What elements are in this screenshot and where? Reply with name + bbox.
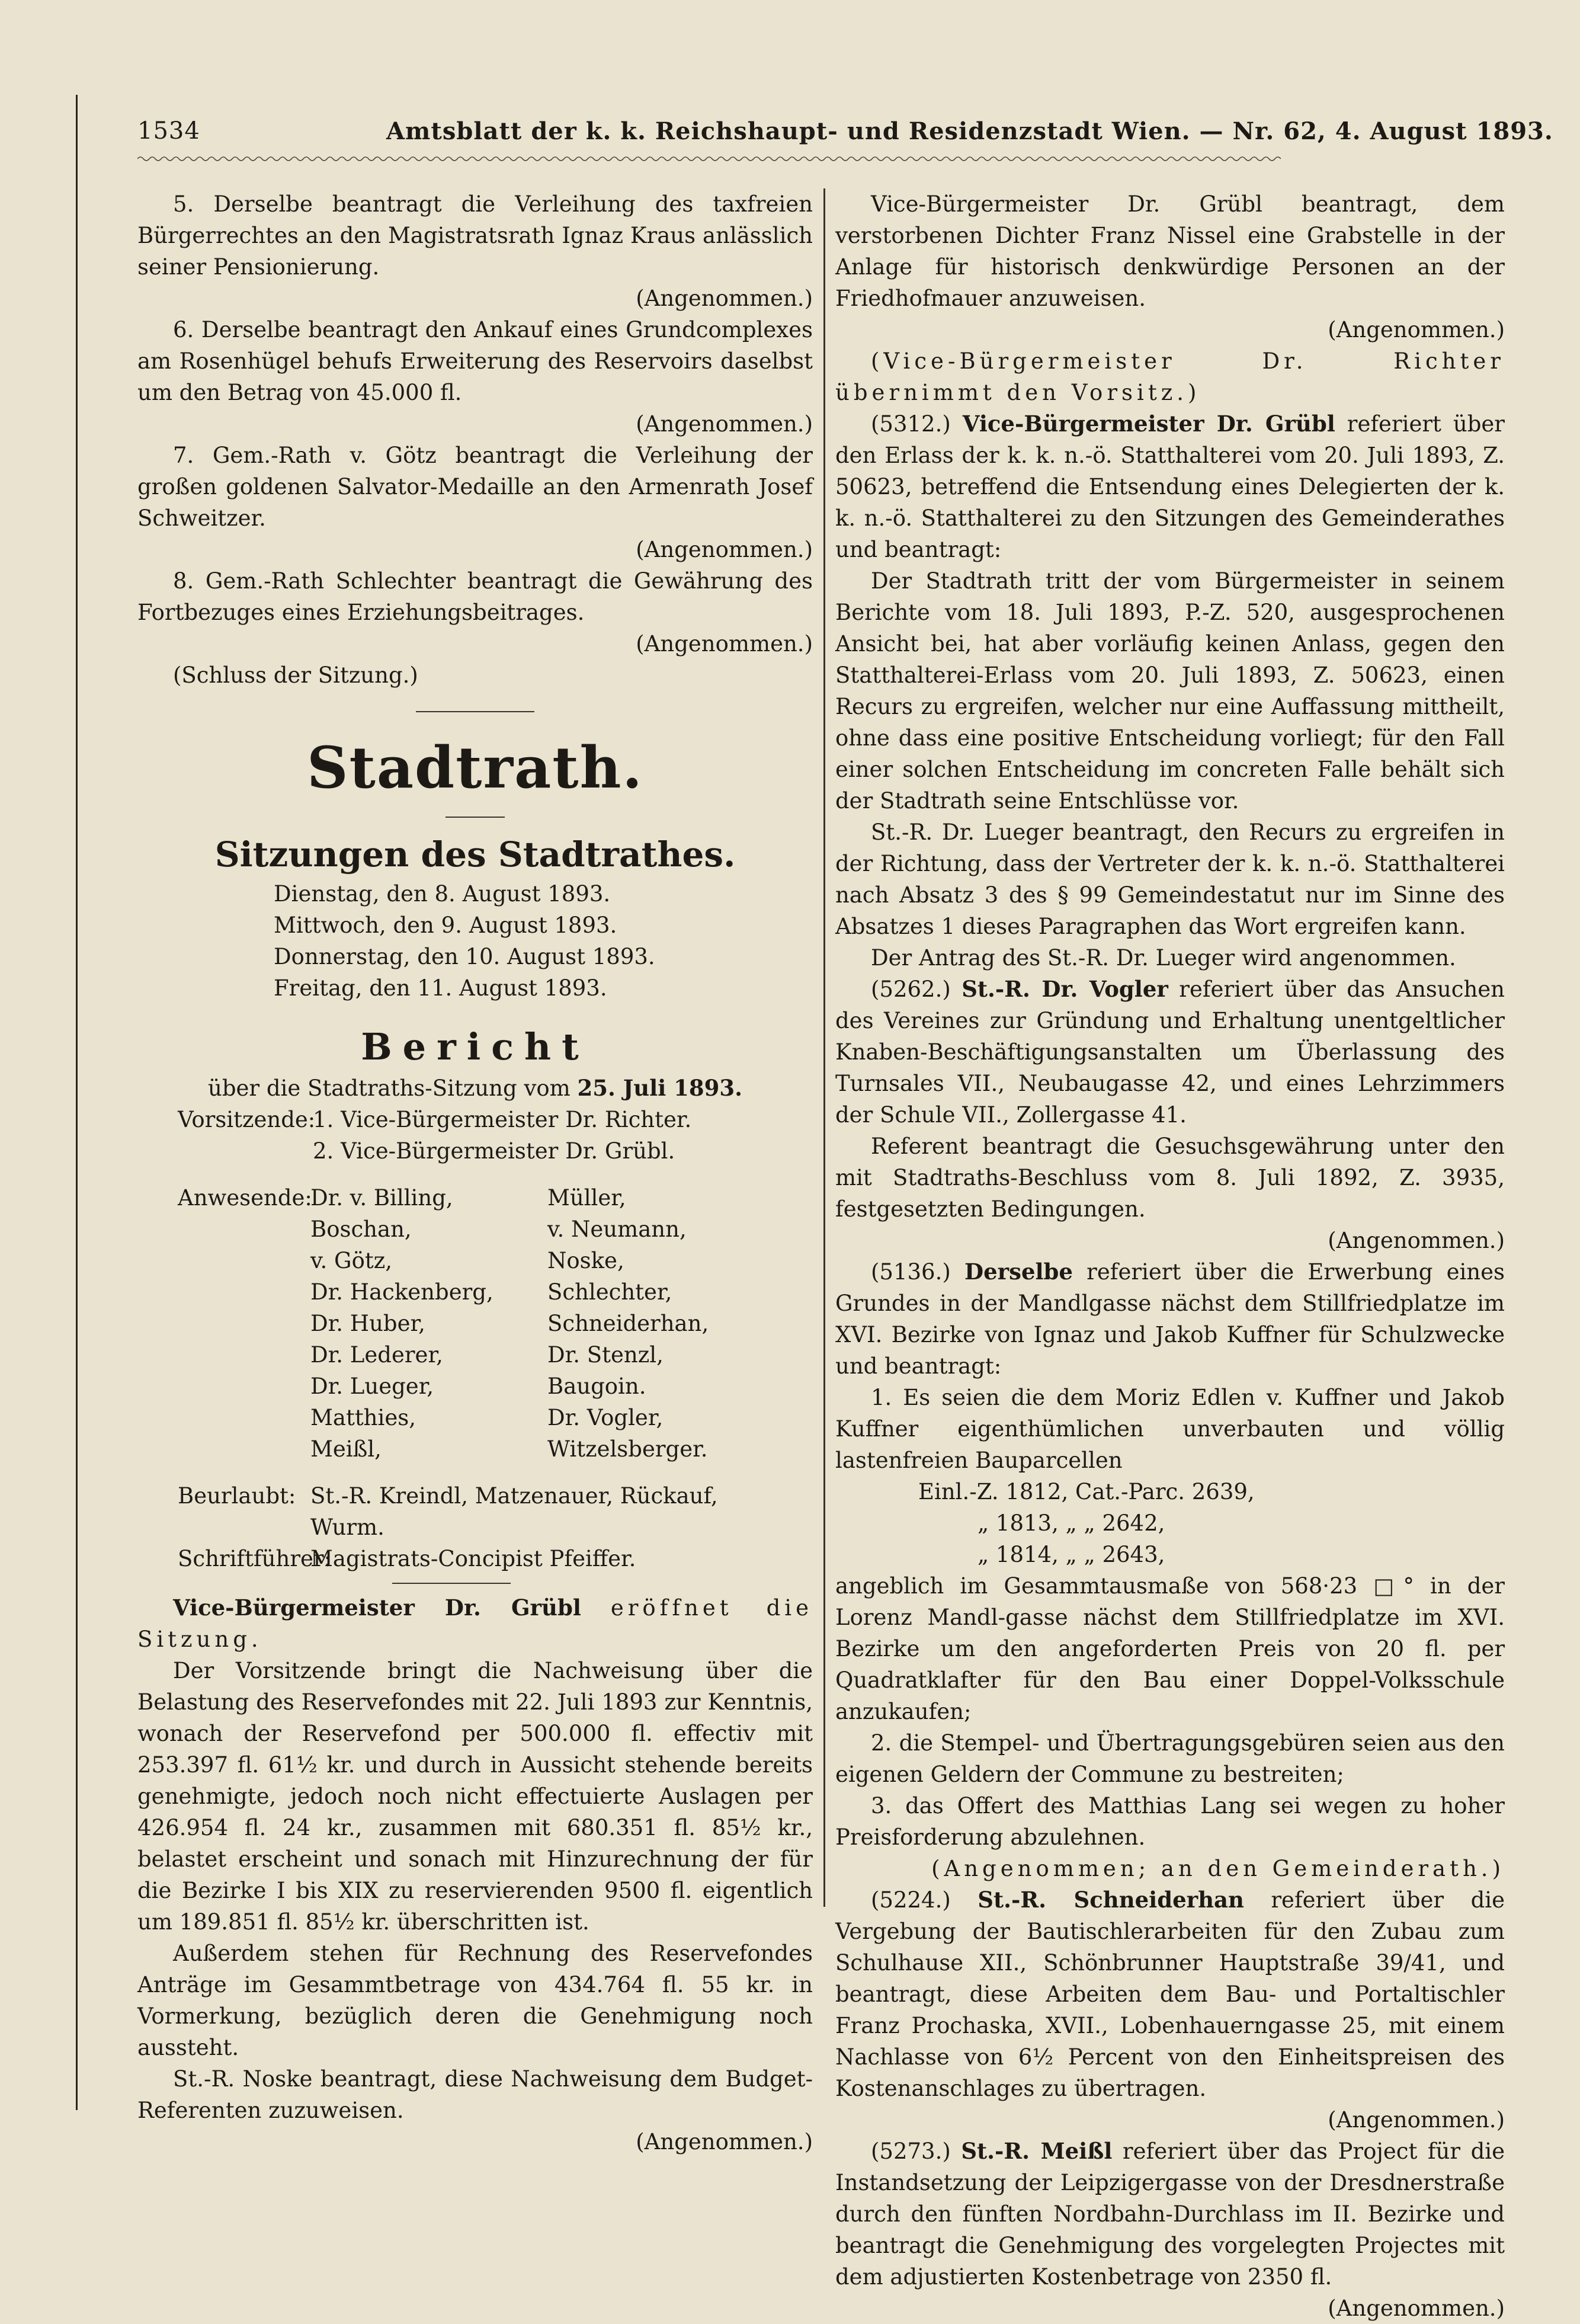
motion-point-1-cont: angeblich im Gesammtausmaße von 568·23 □° in der Lorenz Mandl-gasse nächst dem Stillfriedplatze im XVI. Bezirke um den angeforderten Preis von 20 fl. per Quadratklafter für den Bau einer Doppel-Volksschule anzukaufen; [835,1573,1505,1724]
attendee: Meißl, [310,1436,382,1462]
section-rule [392,1583,511,1584]
item-text: referiert über den Erlass der k. k. n.-ö. Statthalterei vom 20. Juli 1893, Z. 50623, betreffend die Entsendung eines Delegierten der k. k. n.-ö. Statthalterei zu den Sitzungen des Gemeinderathes und beantragt: [835,411,1505,562]
item-number: (5273.) [871,2139,951,2164]
section-rule [416,711,534,712]
attendee: Dr. Stenzl, [547,1342,664,1368]
item-number: (5224.) [871,1887,951,1913]
secretary-label: Schriftführer: [178,1546,332,1571]
motion-point-3: 3. das Offert des Matthias Lang sei wegen zu hoher Preisforderung abzulehnen. [835,1793,1505,1850]
attendee: Schneiderhan, [547,1311,709,1336]
result-6: (Angenommen.) [636,411,813,437]
section-title-stadtrath: Stadtrath. [307,734,643,801]
on-leave-label: Beurlaubt: [178,1483,296,1509]
session-date: Donnerstag, den 10. August 1893. [274,944,655,969]
subsection-title-sitzungen: Sitzungen des Stadtrathes. [214,834,736,875]
parcel-entry: Einl.-Z. 1812, Cat.-Parc. 2639, [918,1479,1255,1504]
left-column [137,188,813,2157]
on-leave-names: St.-R. Kreindl, Matzenauer, Rückauf, [310,1483,718,1509]
attendee: Witzelsberger. [547,1436,708,1462]
page-number: 1534 [137,117,200,145]
attendee: v. Neumann, [547,1217,687,1242]
attendee: Dr. Lederer, [310,1342,443,1368]
page-header [137,117,1553,153]
chairs-label: Vorsitzende: [178,1107,316,1132]
item-number: (5262.) [871,977,951,1002]
attendee: Dr. Lueger, [310,1374,434,1399]
session-date: Mittwoch, den 9. August 1893. [274,913,617,938]
session-closed: (Schluss der Sitzung.) [173,662,418,688]
secretary-name: Magistrats-Concipist Pfeiffer. [310,1546,636,1571]
item-5: 5. Derselbe beantragt die Verleihung des taxfreien Bürgerrechtes an den Magistratsrath Ignaz Kraus anlässlich seiner Pensionierung. [137,191,813,280]
lueger-result: Der Antrag des St.-R. Dr. Lueger wird angenommen. [871,945,1456,971]
report-date: 25. Juli 1893. [577,1075,742,1101]
speaker: St.-R. Dr. Vogler [962,976,1168,1002]
attendee: Dr. Hackenberg, [310,1279,493,1305]
session-date: Freitag, den 11. August 1893. [274,975,607,1001]
item-6: 6. Derselbe beantragt den Ankauf eines Grundcomplexes am Rosenhügel behufs Erweiterung des Reservoirs daselbst um den Betrag von 45.000 fl. [137,317,813,405]
attendee: Dr. Vogler, [547,1405,664,1430]
attendee: Noske, [547,1248,624,1273]
attendee: Müller, [547,1185,626,1211]
noske-result: (Angenommen.) [636,2129,813,2155]
noske-motion: St.-R. Noske beantragt, diese Nachweisung dem Budget-Referenten zuzuweisen. [137,2066,813,2123]
item-5136 [835,1256,1505,1382]
report-title: Bericht [361,1025,589,1068]
item-5224 [835,1884,1505,2104]
result-5: (Angenommen.) [636,286,813,311]
item-number: (5136.) [871,1259,951,1285]
referent-result: (Angenommen.) [1328,1228,1505,1253]
attendees [137,1182,813,1465]
item-5312 [835,408,1505,565]
report-subtitle-text: über die Stadtraths-Sitzung vom [208,1075,571,1101]
item-5224-result: (Angenommen.) [1328,2107,1505,2133]
grave-motion: Vice-Bürgermeister Dr. Grübl beantragt, dem verstorbenen Dichter Franz Nissel eine Grabstelle in der Anlage für historisch denkwürdige Personen an der Friedhofmauer anzuweisen. [835,191,1505,311]
reserve-fund-report: Der Vorsitzende bringt die Nachweisung über die Belastung des Reservefondes mit 22. Juli 1893 zur Kenntnis, wonach der Reservefond per 500.000 fl. effectiv mit 253.397 fl. 61½ kr. und durch in Aussicht stehende bereits genehmigte, jedoch noch nicht effectuierte Auslagen per 426.954 fl. 24 kr., zusammen mit 680.351 fl. 85½ kr., belastet erscheint und sonach mit Hinzurechnung der für die Bezirke I bis XIX zu reservierenden 9500 fl. eigentlich um 189.851 fl. 85½ kr. überschritten ist. [137,1658,813,1935]
session-dates [137,878,813,1004]
parcel-entry: „ 1814, „ „ 2643, [978,1542,1165,1567]
attendee: v. Götz, [310,1248,392,1273]
column-divider [823,188,825,1907]
running-title: Amtsblatt der k. k. Reichshaupt- und Residenzstadt Wien. — Nr. 62, 4. August 1893. [386,117,1553,145]
attendee: Matthies, [310,1405,416,1430]
referent-motion: Referent beantragt die Gesuchsgewährung unter den mit Stadtraths-Beschluss vom 8. Juli 1892, Z. 3935, festgesetzten Bedingungen. [835,1134,1505,1222]
attendee: Schlechter, [547,1279,672,1305]
chair-2: 2. Vice-Bürgermeister Dr. Grübl. [313,1138,675,1164]
motion-point-2: 2. die Stempel- und Übertragungsgebüren seien aus den eigenen Geldern der Commune zu bestreiten; [835,1730,1505,1787]
item-7: 7. Gem.-Rath v. Götz beantragt die Verleihung der großen goldenen Salvator-Medaille an den Armenrath Josef Schweitzer. [137,443,813,531]
stadtrath-resolution: Der Stadtrath tritt der vom Bürgermeister in seinem Berichte vom 18. Juli 1893, P.-Z. 520, ausgesprochenen Ansicht bei, hat aber vorläufig keinen Anlass, gegen den Statthalterei-Erlass vom 20. Juli 1893, Z. 50623, einen Recurs zu ergreifen, welcher nur eine Auffassung mittheilt, ohne dass eine positive Entscheidung vorliegt; für den Fall einer solchen Entscheidung im concreten Falle behält sich der Stadtrath seine Entschlüsse vor. [835,568,1505,814]
attendee: Baugoin. [547,1374,646,1399]
right-column [835,188,1505,2324]
speaker: St.-R. Meißl [961,2138,1113,2164]
on-leave [137,1480,813,1543]
item-5136-result: (Angenommen; an den Gemeinderath.) [931,1856,1505,1881]
section-rule-small [446,817,505,818]
report-subtitle [137,1073,813,1104]
session-opened [137,1592,813,1655]
speaker: Derselbe [964,1259,1073,1285]
attendee: Dr. v. Billing, [310,1185,453,1211]
result-7: (Angenommen.) [636,537,813,562]
result-8: (Angenommen.) [636,631,813,657]
item-5273 [835,2136,1505,2293]
item-8: 8. Gem.-Rath Schlechter beantragt die Gewährung des Fortbezuges eines Erziehungsbeitrages. [137,568,813,625]
item-5262 [835,974,1505,1131]
chair-change: (Vice-Bürgermeister Dr. Richter übernimmt den Vorsitz.) [835,348,1505,405]
attendees-label: Anwesende: [178,1185,312,1211]
item-text: referiert über die Erwerbung eines Grundes in der Mandlgasse nächst dem Stillfriedplatze im XVI. Bezirke von Ignaz und Jakob Kuffner für Schulzwecke und beantragt: [835,1259,1505,1379]
attendee: Boschan, [310,1217,412,1242]
attendee: Dr. Huber, [310,1311,425,1336]
opening-text: eröffnet die Sitzung. [137,1595,813,1652]
secretary [137,1543,813,1574]
parcel-list [835,1476,1505,1570]
chairs [137,1104,813,1167]
item-text: referiert über das Project für die Instandsetzung der Leipzigergasse von der Dresdnerstraße durch den fünften Nordbahn-Durchlass im II. Bezirke und beantragt die Genehmigung des vorgelegten Projectes mit dem adjustierten Kostenbetrage von 2350 fl. [835,2139,1505,2290]
item-text: referiert über die Vergebung der Bautischlerarbeiten für den Zubau zum Schulhause XII., Schönbrunner Hauptstraße 39/41, und beantragt, diese Arbeiten dem Bau- und Portaltischler Franz Prochaska, XVII., Lobenhauerngasse 25, mit einem Nachlasse von 6½ Percent von den Einheitspreisen des Kostenanschlages zu übertragen. [835,1887,1505,2101]
speaker: Vice-Bürgermeister Dr. Grübl [962,411,1335,437]
on-leave-names-cont: Wurm. [310,1515,384,1540]
parcel-entry: „ 1813, „ „ 2642, [978,1510,1165,1536]
session-date: Dienstag, den 8. August 1893. [274,881,611,907]
item-number: (5312.) [871,411,951,437]
item-5273-result: (Angenommen.) [1328,2296,1505,2321]
header-wavy-rule [137,155,1281,162]
lueger-motion: St.-R. Dr. Lueger beantragt, den Recurs zu ergreifen in der Richtung, dass der Vertreter der k. k. n.-ö. Statthalterei nach Absatz 3 des § 99 Gemeindestatut nur im Sinne des Absatzes 1 dieses Paragraphen das Wort ergreifen kann. [835,820,1505,939]
item-text: referiert über das Ansuchen des Vereines zur Gründung und Erhaltung unentgeltlicher Knaben-Beschäftigungsanstalten um Überlassung des Turnsales VII., Neubaugasse 42, und eines Lehrzimmers der Schule VII., Zollergasse 41. [835,977,1505,1128]
opening-chair: Vice-Bürgermeister Dr. Grübl [173,1595,581,1621]
reserve-fund-pending: Außerdem stehen für Rechnung des Reservefondes Anträge im Gesammtbetrage von 434.764 fl. 55 kr. in Vormerkung, bezüglich deren die Genehmigung noch aussteht. [137,1941,813,2060]
speaker: St.-R. Schneiderhan [978,1887,1244,1913]
grave-result: (Angenommen.) [1328,317,1505,342]
chair-1: 1. Vice-Bürgermeister Dr. Richter. [313,1107,692,1132]
motion-point-1: 1. Es seien die dem Moriz Edlen v. Kuffner und Jakob Kuffner eigenthümlichen unverbauten und völlig lastenfreien Bauparcellen [835,1385,1505,1473]
